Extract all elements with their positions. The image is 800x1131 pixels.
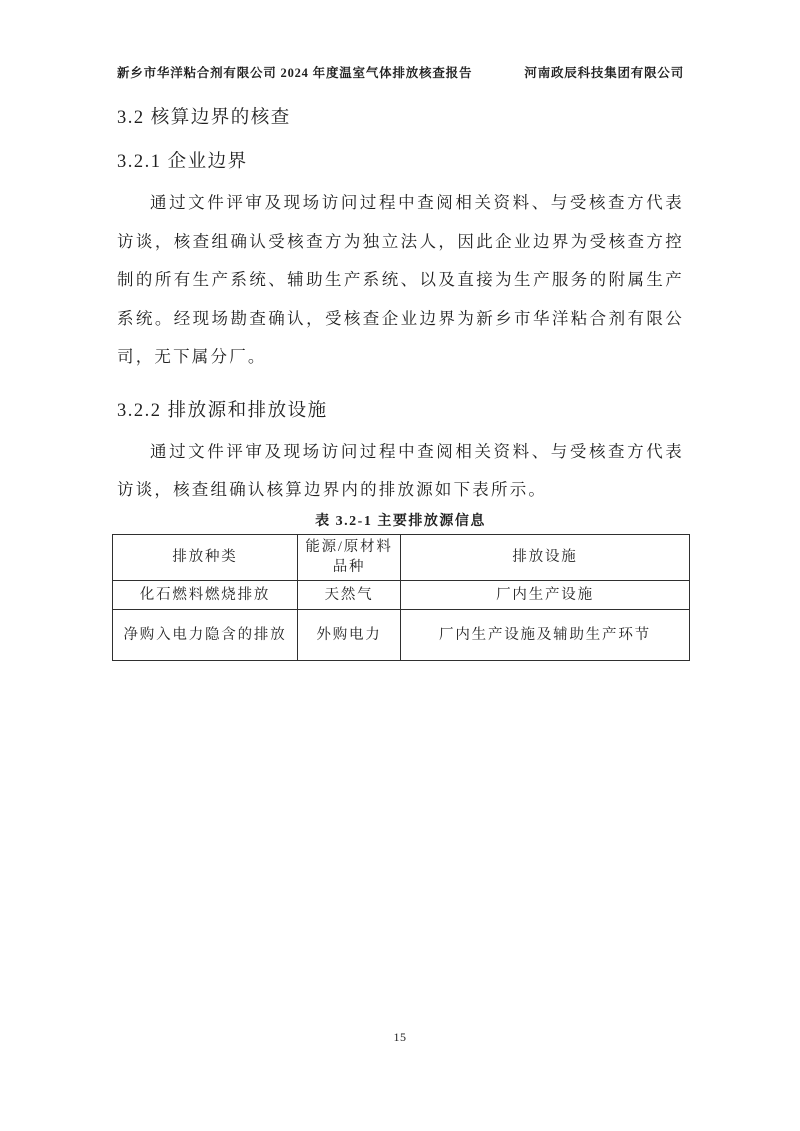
header-company-name: 河南政辰科技集团有限公司	[524, 66, 684, 80]
heading-3-2-accounting-boundary: 3.2 核算边界的核查	[117, 108, 291, 128]
table-header-row	[113, 534, 690, 580]
column-header-emission-type: 排放种类	[113, 534, 298, 580]
header-report-title: 新乡市华洋粘合剂有限公司 2024 年度温室气体排放核查报告	[117, 66, 473, 80]
table-row-fossil-fuel	[113, 580, 690, 609]
table-cell: 厂内生产设施及辅助生产环节	[401, 609, 690, 660]
table-cell: 厂内生产设施	[401, 580, 690, 609]
heading-3-2-2-emission-sources: 3.2.2 排放源和排放设施	[117, 400, 328, 421]
table-cell: 外购电力	[298, 609, 401, 660]
column-header-emission-facility: 排放设施	[401, 534, 690, 580]
table-cell: 化石燃料燃烧排放	[113, 580, 298, 609]
table-cell: 净购入电力隐含的排放	[113, 609, 298, 660]
page-number: 15	[393, 1030, 407, 1044]
emission-sources-table	[112, 534, 690, 661]
column-header-energy-material: 能源/原材料品种	[298, 534, 401, 580]
heading-3-2-1-enterprise-boundary: 3.2.1 企业边界	[117, 152, 248, 172]
page-footer	[0, 1030, 800, 1045]
table-cell: 天然气	[298, 580, 401, 609]
paragraph-emission-sources: 通过文件评审及现场访问过程中查阅相关资料、与受核查方代表访谈，核查组确认核算边界内的排放源如下表所示。	[117, 441, 684, 499]
table-caption: 表 3.2-1 主要排放源信息	[315, 513, 486, 529]
page-content	[117, 0, 684, 661]
table-row-purchased-electricity	[113, 609, 690, 660]
paragraph-enterprise-boundary: 通过文件评审及现场访问过程中查阅相关资料、与受核查方代表访谈，核查组确认受核查方为独立法人，因此企业边界为受核查方控制的所有生产系统、辅助生产系统、以及直接为生产服务的附属生产系统。经现场勘查确认，受核查企业边界为新乡市华洋粘合剂有限公司，无下属分厂。	[117, 193, 684, 366]
